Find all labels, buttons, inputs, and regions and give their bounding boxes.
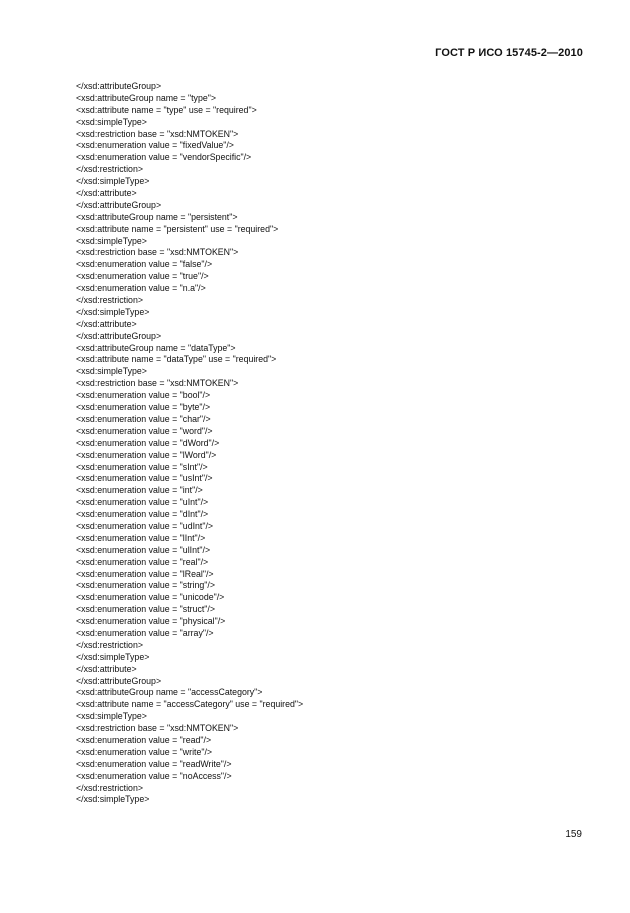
code-line: <xsd:simpleType>: [76, 235, 147, 246]
code-line: <xsd:enumeration value = "fixedValue"/>: [76, 140, 234, 151]
code-line: <xsd:enumeration value = "struct"/>: [76, 604, 216, 615]
code-line: <xsd:enumeration value = "noAccess"/>: [76, 770, 232, 781]
code-line: <xsd:attribute name = "accessCategory" use = "required">: [76, 699, 304, 710]
code-line: </xsd:restriction>: [76, 639, 143, 650]
code-line: <xsd:attributeGroup name = "accessCategory">: [76, 687, 263, 698]
code-line: <xsd:enumeration value = "usInt"/>: [76, 473, 213, 484]
page-number: 159: [565, 829, 582, 840]
code-line: <xsd:attribute name = "type" use = "required">: [76, 104, 257, 115]
code-line: </xsd:simpleType>: [76, 651, 150, 662]
code-line: <xsd:attributeGroup name = "persistent">: [76, 211, 238, 222]
code-line: <xsd:enumeration value = "int"/>: [76, 485, 203, 496]
code-line: <xsd:enumeration value = "vendorSpecific"/>: [76, 152, 252, 163]
code-line: </xsd:attributeGroup>: [76, 81, 162, 91]
code-line: <xsd:enumeration value = "lInt"/>: [76, 532, 206, 543]
code-line: </xsd:restriction>: [76, 782, 143, 793]
code-line: <xsd:simpleType>: [76, 116, 147, 127]
code-line: <xsd:attribute name = "dataType" use = "required">: [76, 354, 277, 365]
code-line: <xsd:restriction base = "xsd:NMTOKEN">: [76, 723, 239, 734]
code-line: <xsd:restriction base = "xsd:NMTOKEN">: [76, 378, 239, 389]
code-line: <xsd:enumeration value = "ulInt"/>: [76, 544, 211, 555]
code-line: <xsd:enumeration value = "unicode"/>: [76, 592, 225, 603]
code-line: </xsd:attributeGroup>: [76, 199, 162, 210]
code-line: <xsd:enumeration value = "string"/>: [76, 580, 216, 591]
code-line: <xsd:enumeration value = "char"/>: [76, 413, 211, 424]
code-line: <xsd:enumeration value = "n.a"/>: [76, 283, 206, 294]
document-standard-id: ГОСТ Р ИСО 15745-2—2010: [435, 47, 583, 59]
code-line: </xsd:restriction>: [76, 295, 143, 306]
code-line: <xsd:enumeration value = "sInt"/>: [76, 461, 208, 472]
code-line: <xsd:enumeration value = "false"/>: [76, 259, 213, 270]
code-line: <xsd:enumeration value = "dWord"/>: [76, 437, 220, 448]
code-line: <xsd:attribute name = "persistent" use = "required">: [76, 223, 279, 234]
code-line: <xsd:enumeration value = "readWrite"/>: [76, 758, 232, 769]
code-line: </xsd:attributeGroup>: [76, 330, 162, 341]
code-line: </xsd:simpleType>: [76, 306, 150, 317]
code-line: </xsd:attributeGroup>: [76, 675, 162, 686]
code-line: </xsd:attribute>: [76, 318, 137, 329]
code-line: <xsd:enumeration value = "array"/>: [76, 627, 214, 638]
code-line: <xsd:restriction base = "xsd:NMTOKEN">: [76, 247, 239, 258]
code-line: <xsd:enumeration value = "lReal"/>: [76, 568, 214, 579]
code-line: <xsd:enumeration value = "read"/>: [76, 734, 212, 745]
code-line: <xsd:attributeGroup name = "dataType">: [76, 342, 236, 353]
code-line: </xsd:restriction>: [76, 164, 143, 175]
xsd-code-listing: [76, 81, 556, 806]
code-line: <xsd:enumeration value = "word"/>: [76, 425, 213, 436]
code-line: </xsd:simpleType>: [76, 176, 150, 187]
code-line: <xsd:enumeration value = "uInt"/>: [76, 497, 209, 508]
code-line: <xsd:enumeration value = "dInt"/>: [76, 509, 209, 520]
code-line: </xsd:attribute>: [76, 663, 137, 674]
code-line: <xsd:attributeGroup name = "type">: [76, 92, 216, 103]
code-line: <xsd:simpleType>: [76, 366, 147, 377]
code-line: <xsd:enumeration value = "real"/>: [76, 556, 209, 567]
code-line: <xsd:enumeration value = "lWord"/>: [76, 449, 217, 460]
code-line: </xsd:attribute>: [76, 188, 137, 199]
code-line: <xsd:enumeration value = "write"/>: [76, 746, 213, 757]
code-line: <xsd:enumeration value = "bool"/>: [76, 390, 211, 401]
code-line: </xsd:simpleType>: [76, 794, 150, 805]
code-line: <xsd:enumeration value = "physical"/>: [76, 616, 226, 627]
code-line: <xsd:enumeration value = "byte"/>: [76, 402, 211, 413]
code-line: <xsd:enumeration value = "true"/>: [76, 271, 209, 282]
code-line: <xsd:simpleType>: [76, 711, 147, 722]
code-line: <xsd:restriction base = "xsd:NMTOKEN">: [76, 128, 239, 139]
code-line: <xsd:enumeration value = "udInt"/>: [76, 520, 214, 531]
